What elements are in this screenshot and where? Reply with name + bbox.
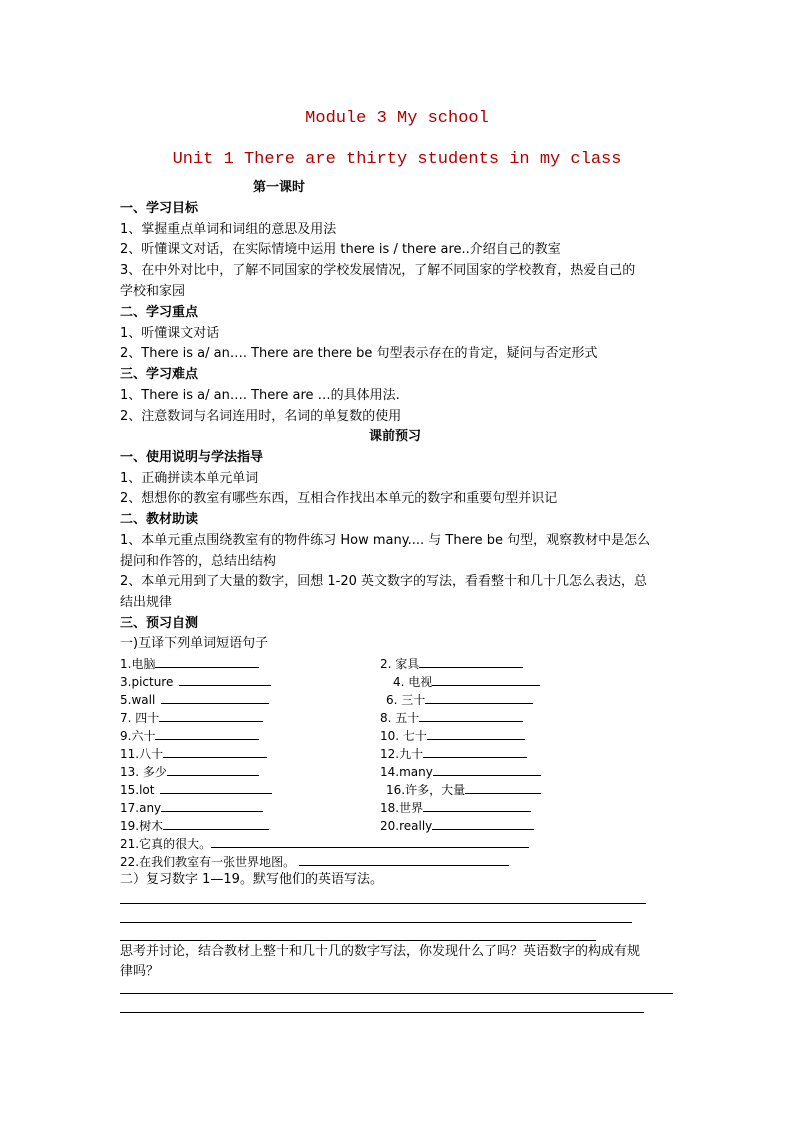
vocab-prompt: 9.六十 — [120, 729, 156, 743]
textbook-line-1a: 1、本单元重点围绕教室有的物件练习 How many.... 与 There be 句型，观察教材中是怎么 — [120, 533, 651, 548]
selftest-sub-1: 一)互译下列单词短语句子 — [120, 636, 269, 651]
answer-blank[interactable] — [419, 655, 523, 668]
vocab-item — [380, 709, 523, 726]
answer-blank[interactable] — [167, 763, 259, 776]
textbook-line-1b: 提问和作答的，总结出结构 — [120, 554, 277, 569]
answer-line[interactable] — [120, 922, 632, 923]
difficulty-line-1: 1、There is a/ an…. There are …的具体用法. — [120, 388, 400, 403]
answer-blank[interactable] — [419, 709, 523, 722]
vocab-prompt: 18.世界 — [380, 801, 424, 815]
answer-blank[interactable] — [155, 655, 259, 668]
answer-line[interactable] — [120, 1012, 644, 1013]
goal-line-3b: 学校和家园 — [120, 284, 186, 299]
answer-blank[interactable] — [427, 727, 525, 740]
vocab-item — [120, 817, 269, 834]
answer-blank[interactable] — [433, 763, 541, 776]
answer-line[interactable] — [120, 903, 646, 904]
vocab-item — [120, 763, 259, 780]
vocab-prompt: 16.许多，大量 — [386, 783, 466, 797]
answer-line[interactable] — [120, 940, 596, 941]
vocab-prompt: 14.many — [380, 765, 433, 779]
vocab-item — [380, 817, 534, 834]
vocab-item — [120, 709, 263, 726]
answer-blank[interactable] — [211, 835, 529, 848]
discussion-line-b: 律吗？ — [120, 964, 160, 979]
section-heading-goals: 一、学习目标 — [120, 201, 199, 216]
vocab-item — [380, 727, 525, 744]
vocab-item — [120, 655, 259, 672]
answer-blank[interactable] — [425, 691, 533, 704]
answer-blank[interactable] — [163, 745, 267, 758]
vocab-item — [120, 799, 263, 816]
vocab-item — [120, 691, 269, 708]
answer-blank[interactable] — [163, 817, 269, 830]
section-heading-selftest: 三、预习自测 — [120, 616, 199, 631]
vocab-prompt: 6. 三十 — [386, 693, 426, 707]
answer-blank[interactable] — [432, 817, 534, 830]
vocab-prompt: 19.树木 — [120, 819, 164, 833]
vocab-item — [393, 673, 540, 690]
discussion-line-a: 思考并讨论，结合教材上整十和几十几的数字写法，你发现什么了吗？英语数字的构成有规 — [120, 944, 641, 959]
unit-title: Unit 1 There are thirty students in my class — [172, 150, 622, 169]
answer-blank[interactable] — [423, 745, 527, 758]
module-title: Module 3 My school — [305, 109, 489, 128]
vocab-item — [120, 673, 271, 690]
vocab-prompt: 1.电脑 — [120, 657, 156, 671]
vocab-prompt: 4. 电视 — [393, 675, 433, 689]
section-heading-instructions: 一、使用说明与学法指导 — [120, 450, 264, 465]
answer-blank[interactable] — [465, 781, 541, 794]
vocab-item — [380, 745, 527, 762]
vocab-prompt: 5.wall — [120, 693, 156, 707]
section-heading-textbook: 二、教材助读 — [120, 512, 199, 527]
lesson-label: 第一课时 — [253, 180, 306, 195]
vocab-prompt: 2. 家具 — [380, 657, 420, 671]
preview-label: 课前预习 — [369, 429, 422, 444]
answer-blank[interactable] — [432, 673, 540, 686]
textbook-line-2a: 2、本单元用到了大量的数字，回想 1-20 英文数字的写法，看看整十和几十几怎么表达，总 — [120, 574, 648, 589]
vocab-prompt: 8. 五十 — [380, 711, 420, 725]
section-heading-difficulties: 三、学习难点 — [120, 367, 199, 382]
vocab-item — [380, 763, 541, 780]
vocab-item — [380, 799, 531, 816]
vocab-prompt: 17.any — [120, 801, 162, 815]
sentence-prompt: 22.在我们教室有一张世界地图。 — [120, 855, 296, 869]
vocab-item — [386, 781, 541, 798]
answer-blank[interactable] — [161, 691, 269, 704]
instruction-line-1: 1、正确拼读本单元单词 — [120, 471, 259, 486]
goal-line-3a: 3、在中外对比中，了解不同国家的学校发展情况，了解不同国家的学校教育，热爱自己的 — [120, 263, 636, 278]
sentence-item-22 — [120, 853, 509, 870]
vocab-prompt: 12.九十 — [380, 747, 424, 761]
vocab-item — [386, 691, 533, 708]
answer-blank[interactable] — [160, 781, 272, 794]
answer-blank[interactable] — [155, 727, 259, 740]
answer-line[interactable] — [120, 993, 673, 994]
vocab-prompt: 10. 七十 — [380, 729, 427, 743]
selftest-sub-2: 二）复习数字 1—19。默写他们的英语写法。 — [120, 872, 383, 887]
answer-blank[interactable] — [159, 709, 263, 722]
section-heading-keypoints: 二、学习重点 — [120, 305, 199, 320]
vocab-prompt: 7. 四十 — [120, 711, 160, 725]
answer-blank[interactable] — [299, 853, 509, 866]
goal-line-1: 1、掌握重点单词和词组的意思及用法 — [120, 222, 337, 237]
vocab-item — [120, 781, 272, 798]
textbook-line-2b: 结出规律 — [120, 595, 173, 610]
vocab-item — [380, 655, 523, 672]
vocab-item — [120, 745, 267, 762]
goal-line-2: 2、听懂课文对话，在实际情境中运用 there is / there are..介绍自己的教室 — [120, 242, 561, 257]
vocab-item — [120, 727, 259, 744]
vocab-prompt: 13. 多少 — [120, 765, 167, 779]
vocab-prompt: 11.八十 — [120, 747, 164, 761]
vocab-prompt: 15.lot — [120, 783, 155, 797]
answer-blank[interactable] — [423, 799, 531, 812]
vocab-prompt: 3.picture — [120, 675, 174, 689]
keypoint-line-1: 1、听懂课文对话 — [120, 326, 220, 341]
sentence-item-21 — [120, 835, 529, 852]
difficulty-line-2: 2、注意数词与名词连用时，名词的单复数的使用 — [120, 409, 402, 424]
sentence-prompt: 21.它真的很大。 — [120, 837, 212, 851]
answer-blank[interactable] — [179, 673, 271, 686]
vocab-prompt: 20.really — [380, 819, 433, 833]
answer-blank[interactable] — [161, 799, 263, 812]
instruction-line-2: 2、想想你的教室有哪些东西，互相合作找出本单元的数字和重要句型并识记 — [120, 491, 558, 506]
keypoint-line-2: 2、There is a/ an…. There are there be 句型表示存在的肯定，疑问与否定形式 — [120, 346, 598, 361]
